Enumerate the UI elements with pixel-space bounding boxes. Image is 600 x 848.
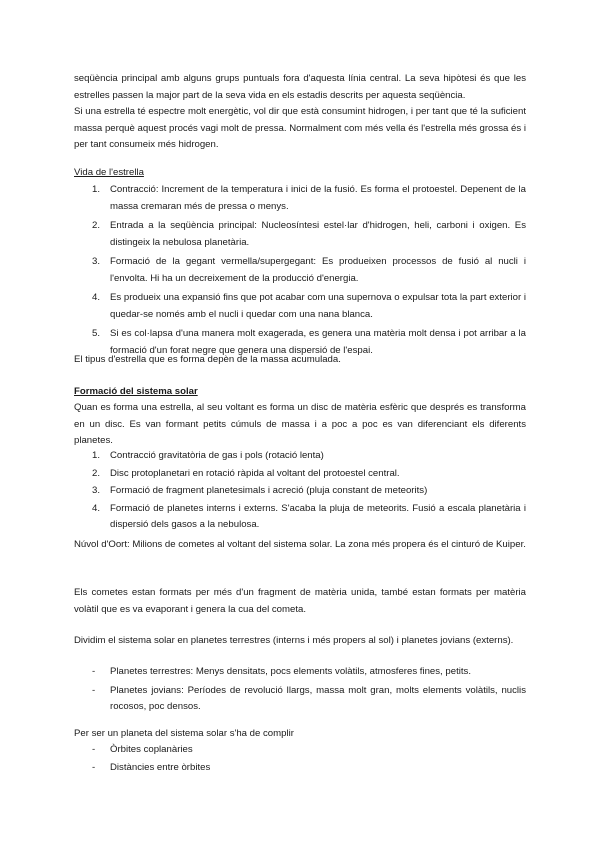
- list-number: 5.: [92, 328, 101, 339]
- list-item-text: Contracció gravitatòria de gas i pols (rotació lenta): [110, 450, 324, 461]
- list-number: 3.: [92, 256, 101, 267]
- list-number: 1.: [92, 184, 101, 195]
- list-item-text: Disc protoplanetari en rotació ràpida al voltant del protoestel central.: [110, 467, 400, 479]
- oort-paragraph: Núvol d'Oort: Milions de cometes al voltant del sistema solar. La zona més propera és el cinturó de Kuiper.: [74, 539, 526, 550]
- list-dash: -: [92, 684, 96, 696]
- list-item-text: Es produeix una expansió fins que pot acabar com una supernova o expulsar tota la part exterior i quedar-se només amb el nucli i quedar com una nana blanca.: [110, 292, 526, 320]
- formacio-intro-paragraph: Quan es forma una estrella, al seu voltant es forma un disc de matèria esfèric que després es transforma en un disc. Es van formant petits cúmuls de massa i a poc a poc es van diferenciant els diferents planetes.: [74, 402, 526, 446]
- list-item-text: Si es col·lapsa d'una manera molt exagerada, es genera una matèria molt densa i pot arribar a la formació d'un forat negre que genera una dispersió de l'espai.: [110, 328, 526, 356]
- requisits-paragraph: Per ser un planeta del sistema solar s'ha de complir: [74, 728, 294, 739]
- list-dash: -: [92, 744, 96, 755]
- list-item: [74, 760, 526, 777]
- list-item: [74, 218, 526, 251]
- list-item-text: Planetes jovians: Períodes de revolució llargs, massa molt gran, molts elements volàtils, nuclis rocosos, poc densos.: [110, 684, 526, 712]
- list-number: 2.: [92, 467, 101, 479]
- section-heading-vida: Vida de l'estrella: [74, 167, 144, 178]
- list-dash: -: [92, 761, 96, 773]
- list-item-text: Entrada a la seqüència principal: Nucleosíntesi estel·lar d'hidrogen, heli, carboni i oxigen. Es distingeix la nebulosa planetària.: [110, 220, 526, 248]
- list-item-text: Formació de planetes interns i externs. S'acaba la pluja de meteorits. Fusió a escala planetària i dispersió dels gasos a la nebulosa.: [110, 502, 526, 530]
- list-item: [74, 501, 526, 534]
- section-heading-formacio: Formació del sistema solar: [74, 386, 198, 397]
- intro-paragraph-1: seqüència principal amb alguns grups puntuals fora d'aquesta línia central. La seva hipòtesi és que les estrelles passen la major part de la seva vida en els estadis descrits per aquesta seqüència.: [74, 73, 526, 101]
- list-item: [74, 483, 526, 500]
- list-number: 4.: [92, 292, 101, 303]
- list-item-text: Òrbites coplanàries: [110, 744, 193, 755]
- list-item-text: Formació de la gegant vermella/supergegant: Es produeixen processos de fusió al nucli i l'envolta. Hi ha un decreixement de la producció d'energia.: [110, 256, 526, 284]
- list-item: [74, 664, 526, 681]
- list-item-text: Contracció: Increment de la temperatura i inici de la fusió. Es forma el protoestel. Depenent de la massa cremaran més de pressa o menys.: [110, 184, 526, 212]
- planetes-list: [74, 664, 526, 719]
- list-number: 4.: [92, 502, 101, 514]
- vida-after-paragraph: El tipus d'estrella que es forma depèn de la massa acumulada.: [74, 354, 341, 365]
- list-item: [74, 254, 526, 287]
- list-number: 3.: [92, 485, 101, 496]
- list-item: [74, 683, 526, 716]
- list-number: 2.: [92, 220, 101, 231]
- list-item: [74, 742, 526, 759]
- list-item: [74, 182, 526, 215]
- cometes-paragraph: Els cometes estan formats per més d'un fragment de matèria unida, també estan formats per matèria volàtil que es va evaporant i genera la cua del cometa.: [74, 587, 526, 615]
- list-item-text: Formació de fragment planetesimals i acreció (pluja constant de meteorits): [110, 485, 428, 496]
- list-dash: -: [92, 666, 96, 677]
- list-number: 1.: [92, 450, 101, 461]
- dividim-paragraph: Dividim el sistema solar en planetes terrestres (interns i més propers al sol) i planetes jovians (externs).: [74, 635, 514, 646]
- list-item: [74, 290, 526, 323]
- requisits-list: [74, 742, 526, 779]
- vida-list: [74, 182, 526, 362]
- list-item: [74, 448, 526, 465]
- list-item: [74, 466, 526, 483]
- list-item-text: Distàncies entre òrbites: [110, 761, 211, 773]
- intro-paragraph-2: Si una estrella té espectre molt energètic, vol dir que està consumint hidrogen, i per tant que té la suficient massa perquè aquest procés vagi molt de pressa. Normalment com més vella és l'estrella més grossa és i per tant consumeix més hidrogen.: [74, 106, 526, 150]
- list-item-text: Planetes terrestres: Menys densitats, pocs elements volàtils, atmosferes fines, petits.: [110, 666, 471, 677]
- formacio-list: [74, 448, 526, 537]
